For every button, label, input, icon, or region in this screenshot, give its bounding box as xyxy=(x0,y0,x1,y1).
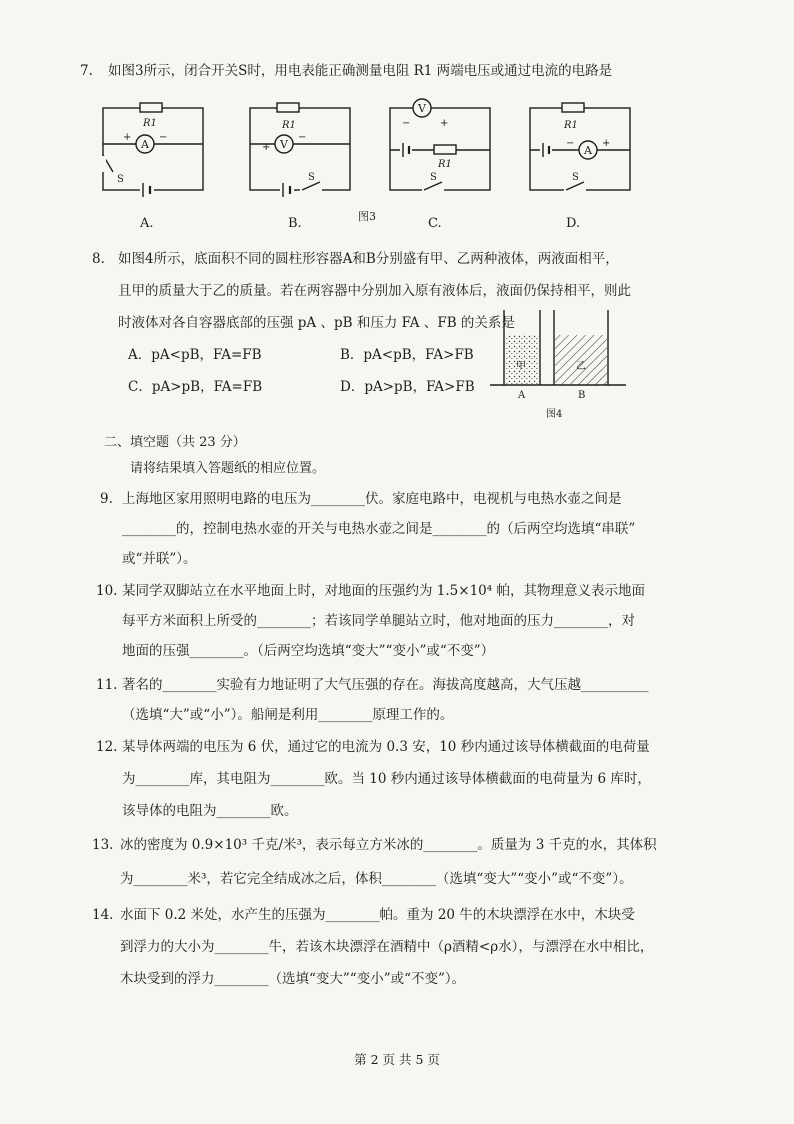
q11-line-1: 著名的________实验有力地证明了大气压强的存在。海拔高度越高，大气压越__________ xyxy=(122,677,649,693)
figure-3-label: 图3 xyxy=(358,210,376,223)
q8-line-2: 且甲的质量大于乙的质量。若在两容器中分别加入原有液体后，液面仍保持相平，则此 xyxy=(118,283,631,299)
container-b-label: B xyxy=(578,390,586,401)
container-a-label: A xyxy=(518,390,526,401)
svg-text:R1: R1 xyxy=(564,120,578,131)
svg-text:R1: R1 xyxy=(438,159,452,170)
q14-line-3: 木块受到的浮力________（选填“变大”“变小”或“不变”）。 xyxy=(120,971,466,987)
q7-number: 7. xyxy=(80,63,93,79)
q8-option-d[interactable]: D．pA>pB，FA>FB xyxy=(340,379,475,395)
svg-text:−: − xyxy=(402,118,411,129)
circuit-a-ammeter-label: A xyxy=(141,138,149,151)
circuit-a-resistor xyxy=(140,103,162,112)
liquid-a-label: 甲 xyxy=(516,361,526,372)
svg-text:+: + xyxy=(440,118,449,129)
q8-option-a[interactable]: A．pA<pB，FA=FB xyxy=(128,347,262,363)
q8-line-3: 时液体对各自容器底部的压强 pA 、pB 和压力 FA 、FB 的关系是 xyxy=(118,315,515,331)
section-2-title: 二、填空题（共 23 分） xyxy=(104,435,246,450)
svg-text:+: + xyxy=(262,142,271,153)
q11-number: 11. xyxy=(96,677,118,693)
circuit-a xyxy=(95,100,215,200)
q7-option-d[interactable]: D. xyxy=(566,216,581,231)
circuit-c-voltmeter-label: V xyxy=(418,102,426,115)
section-2-instruction: 请将结果填入答题纸的相应位置。 xyxy=(130,461,326,476)
q9-line-2: ________的，控制电热水壶的开关与电热水壶之间是________的（后两空均选填“串联” xyxy=(122,521,636,537)
page-number: 第 2 页 共 5 页 xyxy=(354,1052,440,1067)
q8-option-c[interactable]: C．pA>pB，FA=FB xyxy=(128,379,263,395)
q10-line-3: 地面的压强________。（后两空均选填“变大”“变小”或“不变”） xyxy=(122,643,495,659)
svg-text:−: − xyxy=(566,138,575,149)
svg-text:−: − xyxy=(159,132,168,143)
svg-text:S: S xyxy=(572,172,579,183)
q8-option-b[interactable]: B．pA<pB，FA>FB xyxy=(340,347,474,363)
circuit-c-resistor xyxy=(434,145,456,154)
q7-text: 如图3所示，闭合开关S时，用电表能正确测量电阻 R1 两端电压或通过电流的电路是 xyxy=(108,63,613,79)
q8-line-1: 如图4所示，底面积不同的圆柱形容器A和B分别盛有甲、乙两种液体，两液面相平， xyxy=(118,251,619,267)
circuit-d xyxy=(522,100,642,200)
container-a-liquid xyxy=(505,335,539,385)
svg-text:+: + xyxy=(123,132,132,143)
q13-line-1: 冰的密度为 0.9×10³ 千克/米³，表示每立方米冰的________。质量为 3 千克的水，其体积 xyxy=(120,837,657,853)
circuit-b-voltmeter-label: V xyxy=(280,138,288,151)
q13-line-2: 为________米³，若它完全结成冰之后，体积________（选填“变大”“变小”或“不变”）。 xyxy=(120,871,633,887)
q9-line-3: 或“并联”）。 xyxy=(122,551,197,567)
q12-line-3: 该导体的电阻为________欧。 xyxy=(122,803,298,819)
circuit-a-r1-label: R1 xyxy=(143,118,157,129)
q14-number: 14. xyxy=(92,907,114,923)
circuit-d-ammeter-label: A xyxy=(584,144,592,157)
svg-text:R1: R1 xyxy=(282,120,296,131)
q8-number: 8. xyxy=(92,251,105,267)
q7-option-a[interactable]: A. xyxy=(140,216,154,231)
q12-line-1: 某导体两端的电压为 6 伏，通过它的电流为 0.3 安，10 秒内通过该导体横截面的电荷量 xyxy=(122,739,650,755)
q7-option-c[interactable]: C. xyxy=(428,216,442,231)
q11-line-2: （选填“大”或“小”）。船闸是利用________原理工作的。 xyxy=(122,707,454,723)
q14-line-1: 水面下 0.2 米处，水产生的压强为________帕。重为 20 牛的木块漂浮在水中，木块受 xyxy=(120,907,635,923)
circuit-b xyxy=(242,100,362,200)
svg-text:−: − xyxy=(298,132,307,143)
svg-text:S: S xyxy=(308,172,315,183)
circuit-a-switch-label: S xyxy=(117,174,124,185)
q9-number: 9. xyxy=(100,491,113,507)
q12-line-2: 为________库，其电阻为________欧。当 10 秒内通过该导体横截面的电荷量为 6 库时， xyxy=(122,771,651,787)
q10-line-1: 某同学双脚站立在水平地面上时，对地面的压强约为 1.5×10⁴ 帕，其物理意义表示地面 xyxy=(122,583,645,599)
q12-number: 12. xyxy=(96,739,118,755)
q10-number: 10. xyxy=(96,583,118,599)
circuit-d-resistor xyxy=(562,103,584,112)
q13-number: 13. xyxy=(92,837,114,853)
q7-option-b[interactable]: B. xyxy=(288,216,302,231)
q9-line-1: 上海地区家用照明电路的电压为________伏。家庭电路中，电视机与电热水壶之间是 xyxy=(122,491,622,507)
container-b-liquid xyxy=(555,335,607,385)
q14-line-2: 到浮力的大小为________牛，若该木块漂浮在酒精中（ρ酒精<ρ水），与漂浮在水中相比， xyxy=(120,939,654,955)
svg-text:+: + xyxy=(602,138,611,149)
liquid-b-label: 乙 xyxy=(576,361,586,372)
svg-text:S: S xyxy=(430,172,437,183)
figure-4-containers xyxy=(488,305,628,420)
figure-4-label: 图4 xyxy=(546,409,563,420)
circuit-b-resistor xyxy=(277,103,299,112)
q10-line-2: 每平方米面积上所受的________；若该同学单腿站立时，他对地面的压力________，对 xyxy=(122,613,635,629)
circuit-c xyxy=(382,100,502,200)
